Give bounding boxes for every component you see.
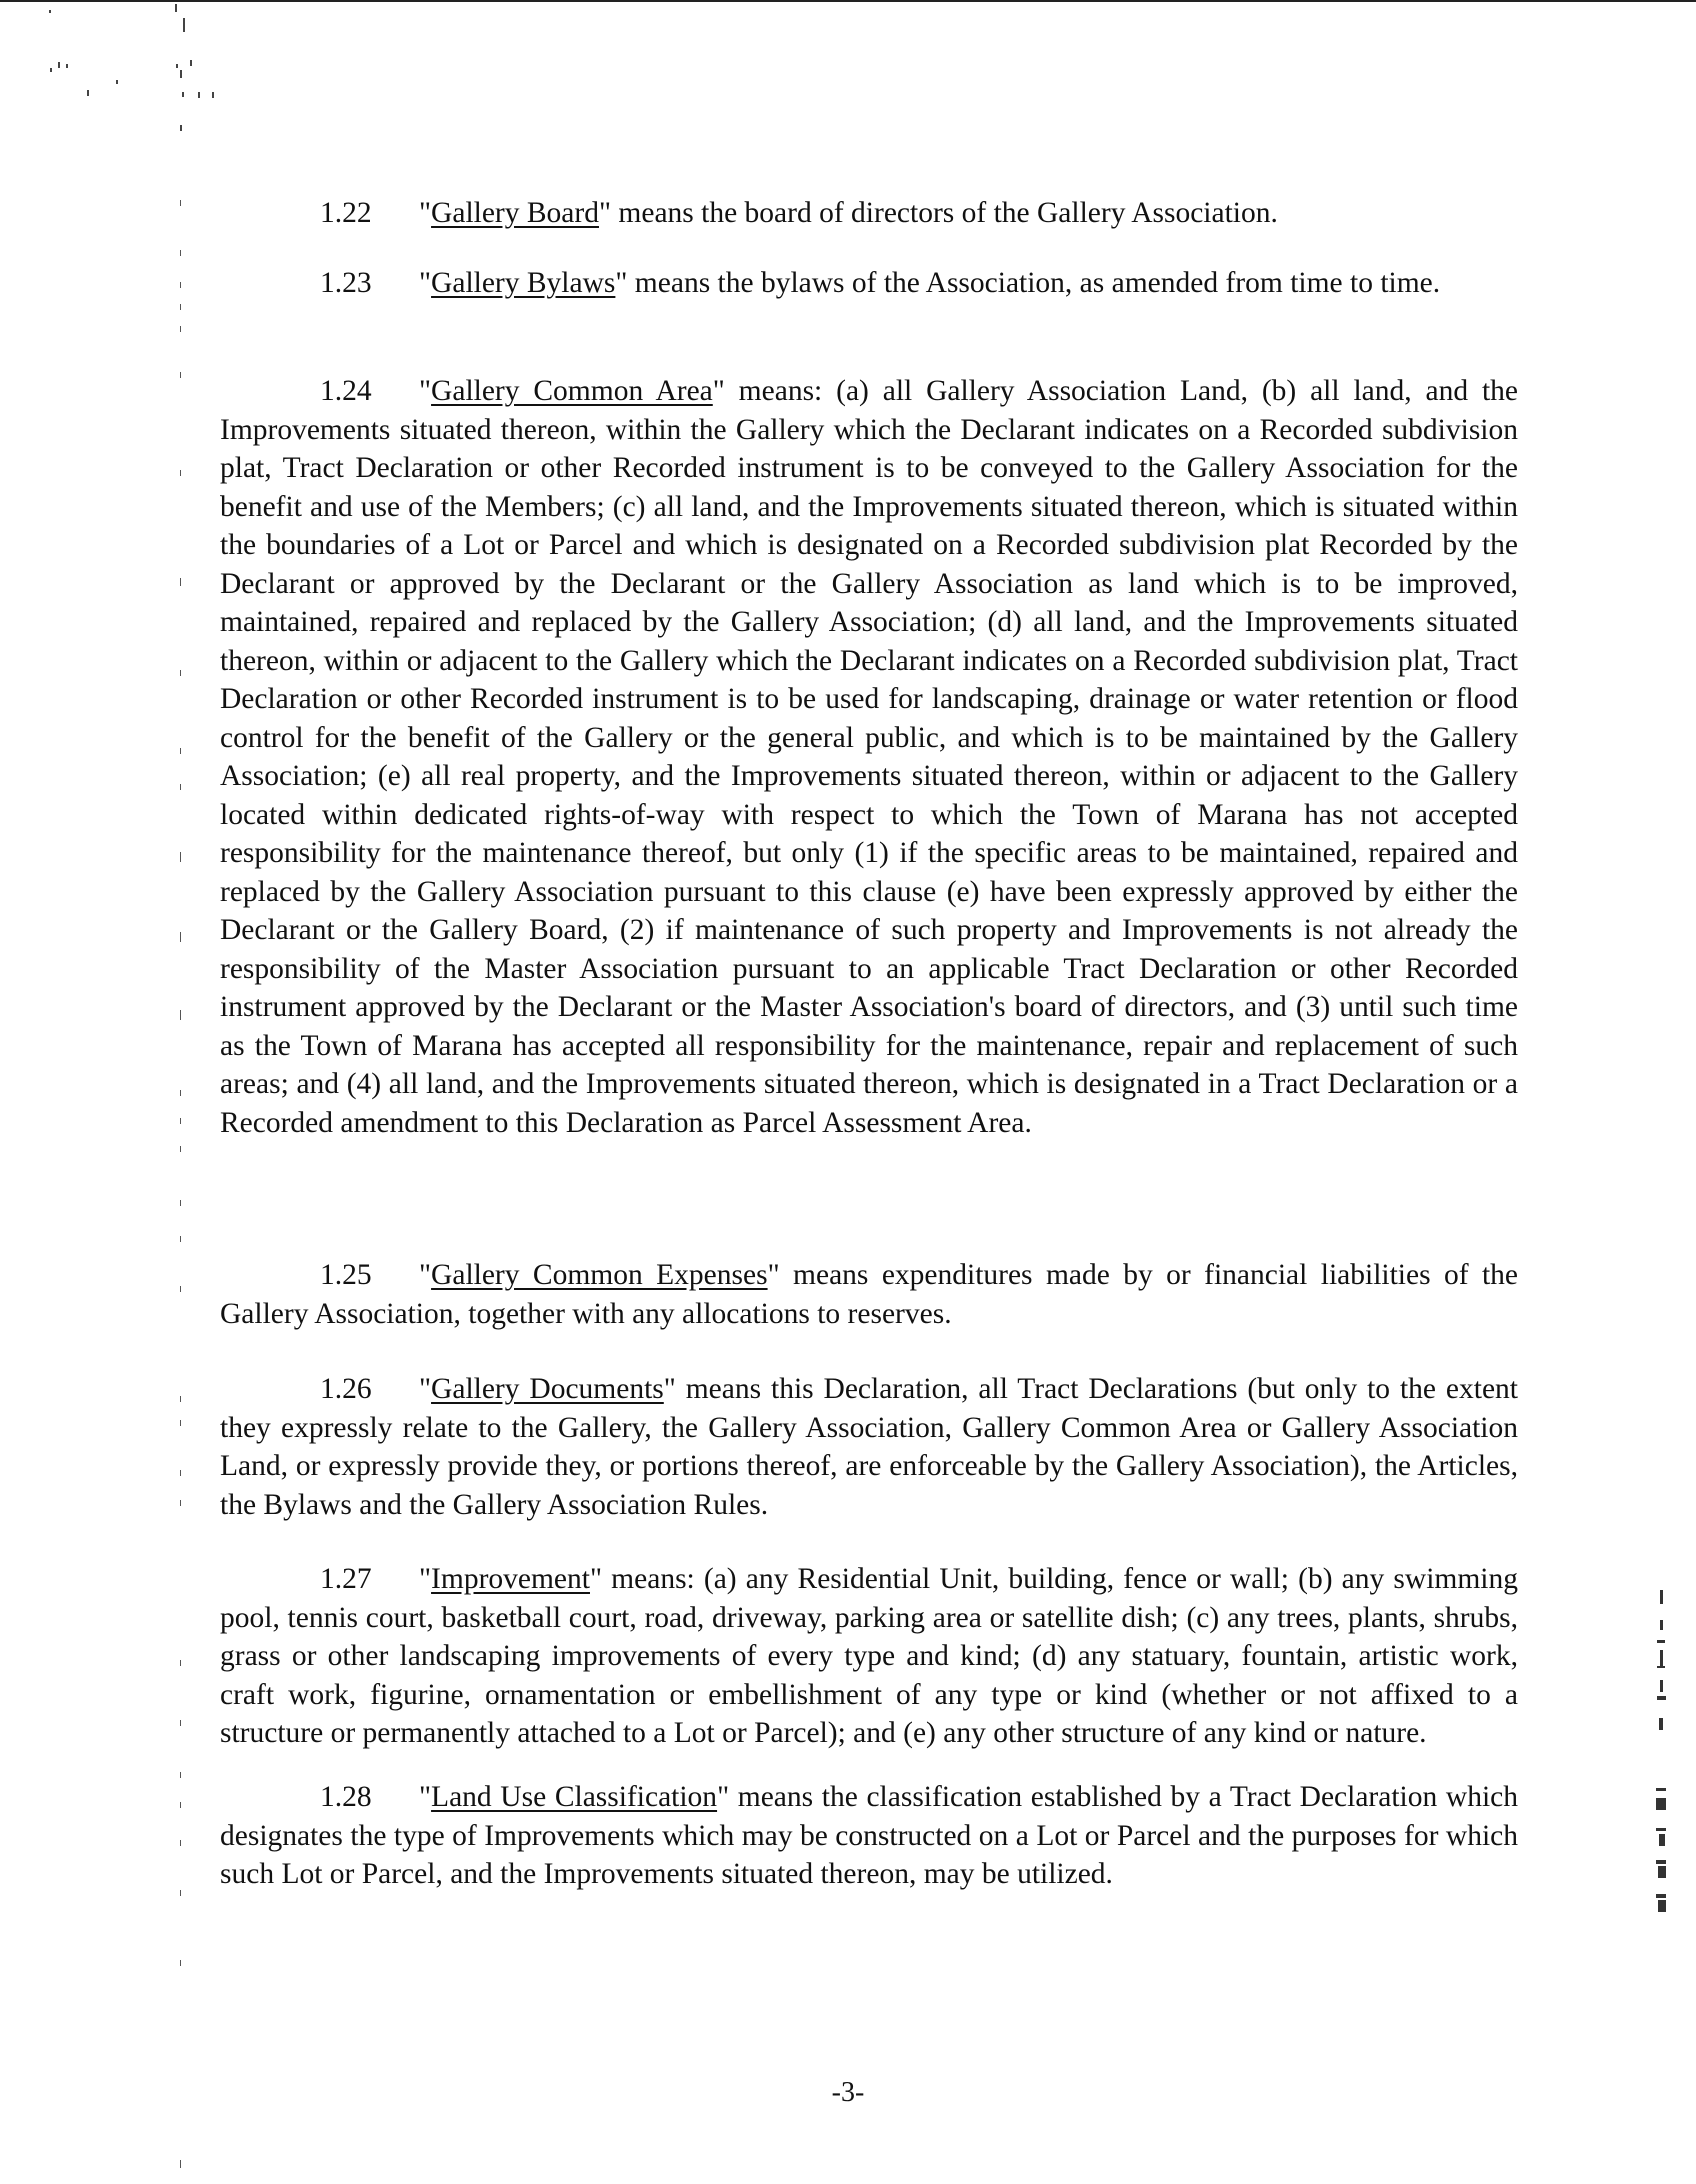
section-1-28: 1.28 "Land Use Classification" means the classification established by a Tract Declaration which designates the type of Improvements which may be constructed on a Lot or Parcel and the purposes for which such Lot or Parcel, and the Improvements situated thereon, may be utilized.: [220, 1778, 1518, 1894]
section-number: 1.28: [320, 1781, 372, 1813]
definition-text: " means expenditures made by or financial liabilities of the Gallery Association, together with any allocations to reserves.: [220, 1259, 1518, 1330]
defined-term: Gallery Common Area: [431, 375, 713, 407]
section-1-25: 1.25 "Gallery Common Expenses" means expenditures made by or financial liabilities of the Gallery Association, together with any allocations to reserves.: [220, 1256, 1518, 1333]
scan-top-border: [0, 0, 1696, 2]
definition-text: " means this Declaration, all Tract Declarations (but only to the extent they expressly relate to the Gallery, the Gallery Association, Gallery Common Area or Gallery Association Land, or expressly provide they, or portions thereof, are enforceable by the Gallery Association), the Articles, the Bylaws and the Gallery Association Rules.: [220, 1373, 1518, 1521]
defined-term: Gallery Documents: [431, 1373, 664, 1405]
page-number: -3-: [831, 2077, 865, 2108]
section-1-24: 1.24 "Gallery Common Area" means: (a) all Gallery Association Land, (b) all land, and the Improvements situated thereon, within the Gallery which the Declarant indicates on a Recorded subdivision plat, Tract Declaration or other Recorded instrument is to be conveyed to the Gallery Association for the benefit and use of the Members; (c) all land, and the Improvements situated thereon, which is situated within the boundaries of a Lot or Parcel and which is designated on a Recorded subdivision plat Recorded by the Declarant or approved by the Declarant or the Gallery Association as land which is to be improved, maintained, repaired and replaced by the Gallery Association; (d) all land, and the Improvements situated thereon, within or adjacent to the Gallery which the Declarant indicates on a Recorded subdivision plat, Tract Declaration or other Recorded instrument is to be used for landscaping, drainage or water retention or flood control for the benefit of the Gallery or the general public, and which is to be maintained by the Gallery Association; (e) all real property, and the Improvements situated thereon, within or adjacent to the Gallery located within dedicated rights-of-way with respect to which the Town of Marana has not accepted responsibility for the maintenance thereof, but only (1) if the specific areas to be maintained, repaired and replaced by the Gallery Association pursuant to this clause (e) have been expressly approved by either the Declarant or the Gallery Board, (2) if maintenance of such property and Improvements is not already the responsibility of the Master Association pursuant to an applicable Tract Declaration or other Recorded instrument approved by the Declarant or the Master Association's board of directors, and (3) until such time as the Town of Marana has accepted all responsibility for the maintenance, repair and replacement of such areas; and (4) all land, and the Improvements situated thereon, which is designated in a Tract Declaration or a Recorded amendment to this Declaration as Parcel Assessment Area.: [220, 372, 1518, 1142]
defined-term: Gallery Common Expenses: [431, 1259, 768, 1291]
scan-specks-decoration: [40, 0, 240, 150]
section-1-26: 1.26 "Gallery Documents" means this Declaration, all Tract Declarations (but only to the extent they expressly relate to the Gallery, the Gallery Association, Gallery Common Area or Gallery Association Land, or expressly provide they, or portions thereof, are enforceable by the Gallery Association), the Articles, the Bylaws and the Gallery Association Rules.: [220, 1370, 1518, 1524]
definition-text: " means the board of directors of the Gallery Association.: [598, 197, 1278, 229]
defined-term: Gallery Bylaws: [431, 267, 616, 299]
definition-text: " means: (a) all Gallery Association Land, (b) all land, and the Improvements situated thereon, within the Gallery which the Declarant indicates on a Recorded subdivision plat, Tract Declaration or other Recorded instrument is to be conveyed to the Gallery Association for the benefit and use of the Members; (c) all land, and the Improvements situated thereon, which is situated within the boundaries of a Lot or Parcel and which is designated on a Recorded subdivision plat Recorded by the Declarant or approved by the Declarant or the Gallery Association as land which is to be improved, maintained, repaired and replaced by the Gallery Association; (d) all land, and the Improvements situated thereon, within or adjacent to the Gallery which the Declarant indicates on a Recorded subdivision plat, Tract Declaration or other Recorded instrument is to be used for landscaping, drainage or water retention or flood control for the benefit of the Gallery or the general public, and which is to be maintained by the Gallery Association; (e) all real property, and the Improvements situated thereon, within or adjacent to the Gallery located within dedicated rights-of-way with respect to which the Town of Marana has not accepted responsibility for the maintenance thereof, but only (1) if the specific areas to be maintained, repaired and replaced by the Gallery Association pursuant to this clause (e) have been expressly approved by either the Declarant or the Gallery Board, (2) if maintenance of such property and Improvements is not already the responsibility of the Master Association pursuant to an applicable Tract Declaration or other Recorded instrument approved by the Declarant or the Master Association's board of directors, and (3) until such time as the Town of Marana has accepted all responsibility for the maintenance, repair and replacement of such areas; and (4) all land, and the Improvements situated thereon, which is designated in a Tract Declaration or a Recorded amendment to this Declaration as Parcel Assessment Area.: [220, 375, 1518, 1139]
section-1-27: 1.27 "Improvement" means: (a) any Residential Unit, building, fence or wall; (b) any swimming pool, tennis court, basketball court, road, driveway, parking area or satellite dish; (c) any trees, plants, shrubs, grass or other landscaping improvements of every type and kind; (d) any statuary, fountain, artistic work, craft work, figurine, ornamentation or embellishment of any type or kind (whether or not affixed to a structure or permanently attached to a Lot or Parcel); and (e) any other structure of any kind or nature.: [220, 1560, 1518, 1753]
scan-margin-ticks: [178, 0, 184, 2184]
section-1-22: 1.22 "Gallery Board" means the board of directors of the Gallery Association.: [220, 194, 1518, 233]
definition-text: " means the bylaws of the Association, as amended from time to time.: [615, 267, 1441, 299]
defined-term: Land Use Classification: [431, 1781, 718, 1813]
definition-text: " means: (a) any Residential Unit, building, fence or wall; (b) any swimming pool, tennis court, basketball court, road, driveway, parking area or satellite dish; (c) any trees, plants, shrubs, grass or other landscaping improvements of every type and kind; (d) any statuary, fountain, artistic work, craft work, figurine, ornamentation or embellishment of any type or kind (whether or not affixed to a structure or permanently attached to a Lot or Parcel); and (e) any other structure of any kind or nature.: [220, 1563, 1518, 1749]
section-number: 1.22: [320, 197, 372, 229]
section-number: 1.24: [320, 375, 372, 407]
section-1-23: 1.23 "Gallery Bylaws" means the bylaws of the Association, as amended from time to time.: [220, 264, 1518, 303]
section-number: 1.25: [320, 1259, 372, 1291]
defined-term: Gallery Board: [431, 197, 599, 229]
section-number: 1.23: [320, 267, 372, 299]
recording-stamp-decoration: [1640, 1570, 1690, 1930]
defined-term: Improvement: [431, 1563, 590, 1595]
section-number: 1.26: [320, 1373, 372, 1405]
section-number: 1.27: [320, 1563, 372, 1595]
definition-text: " means the classification established by a Tract Declaration which designates the type of Improvements which may be constructed on a Lot or Parcel and the purposes for which such Lot or Parcel, and the Improvements situated thereon, may be utilized.: [220, 1781, 1518, 1890]
